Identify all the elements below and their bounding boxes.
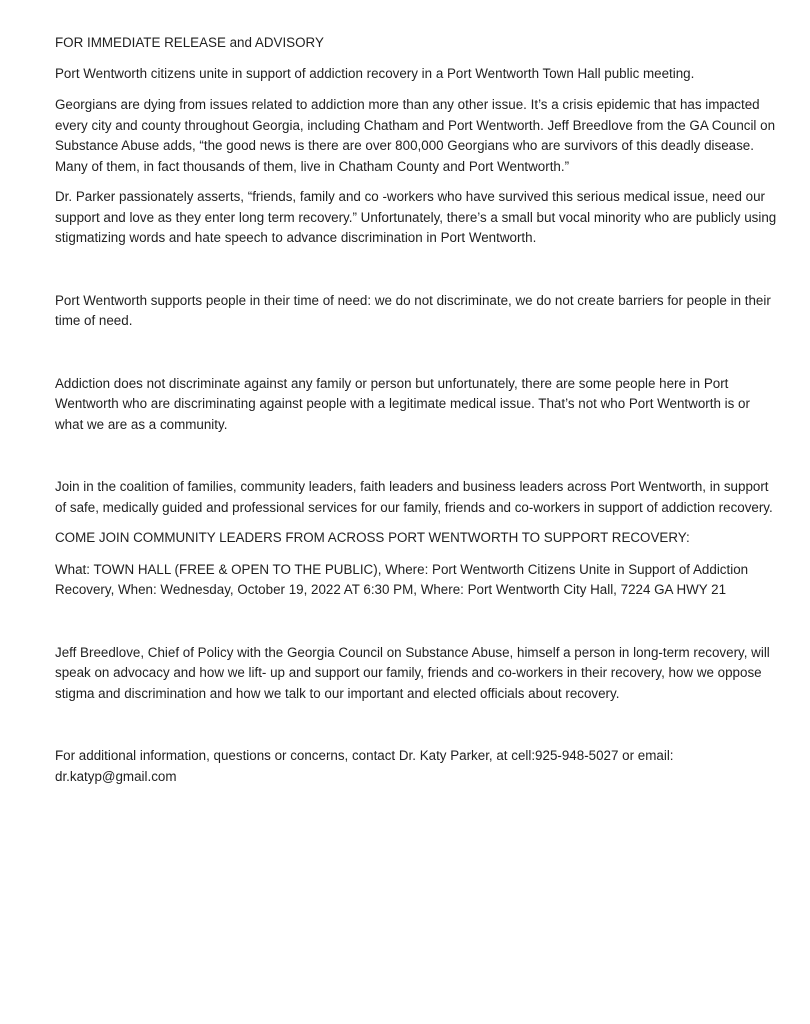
callout-heading: COME JOIN COMMUNITY LEADERS FROM ACROSS PORT WENTWORTH TO SUPPORT RECOVERY: bbox=[55, 530, 690, 545]
headline: Port Wentworth citizens unite in support of addiction recovery in a Port Wentworth Town Hall public meeting. bbox=[55, 65, 695, 81]
speaker-paragraph: Jeff Breedlove, Chief of Policy with the Georgia Council on Substance Abuse, himself a person in long-term recovery, will speak on advocacy and how we lift- up and support our family, friends and co-workers in their recovery, how we oppose stigma and discrimination and how we talk to our important and elected officials about recovery. bbox=[55, 644, 770, 701]
paragraph-discrimination: Addiction does not discriminate against any family or person but unfortunately, there are some people here in Port Wentworth who are discriminating against people with a legitimate medical issue. That’s not who Port Wentworth is or what we are as a community. bbox=[55, 375, 750, 432]
paragraph-crisis: Georgians are dying from issues related to addiction more than any other issue. It’s a crisis epidemic that has impacted every city and county throughout Georgia, including Chatham and Port Wentworth. Jeff Breedlove from the GA Council on Substance Abuse adds, “the good news is there are over 800,000 Georgians who are survivors of this deadly disease. Many of them, in fact thousands of them, live in Chatham County and Port Wentworth.” bbox=[55, 97, 776, 174]
paragraph-dr-parker: Dr. Parker passionately asserts, “friends, family and co -workers who have survived this serious medical issue, need our support and love as they enter long term recovery.” Unfortunately, there’s a small but vocal minority who are publicly using stigmatizing words and hate speech to advance discrimination in Port Wentworth. bbox=[55, 189, 777, 245]
paragraph-coalition: Join in the coalition of families, community leaders, faith leaders and business leaders across Port Wentworth, in support of safe, medically guided and professional services for our family, friends and co-workers in support of addiction recovery. bbox=[55, 479, 773, 515]
paragraph-support: Port Wentworth supports people in their time of need: we do not discriminate, we do not create barriers for people in their time of need. bbox=[55, 292, 771, 328]
release-label: FOR IMMEDIATE RELEASE and ADVISORY bbox=[55, 35, 324, 50]
press-release-page bbox=[55, 33, 777, 787]
event-details: What: TOWN HALL (FREE & OPEN TO THE PUBLIC), Where: Port Wentworth Citizens Unite in Support of Addiction Recovery, When: Wednesday, October 19, 2022 AT 6:30 PM, Where: Port Wentworth City Hall, 7224 GA HWY 21 bbox=[55, 561, 749, 597]
contact-info: For additional information, questions or concerns, contact Dr. Katy Parker, at cell:925-948-5027 or email: dr.katyp@gmail.com bbox=[55, 748, 674, 784]
